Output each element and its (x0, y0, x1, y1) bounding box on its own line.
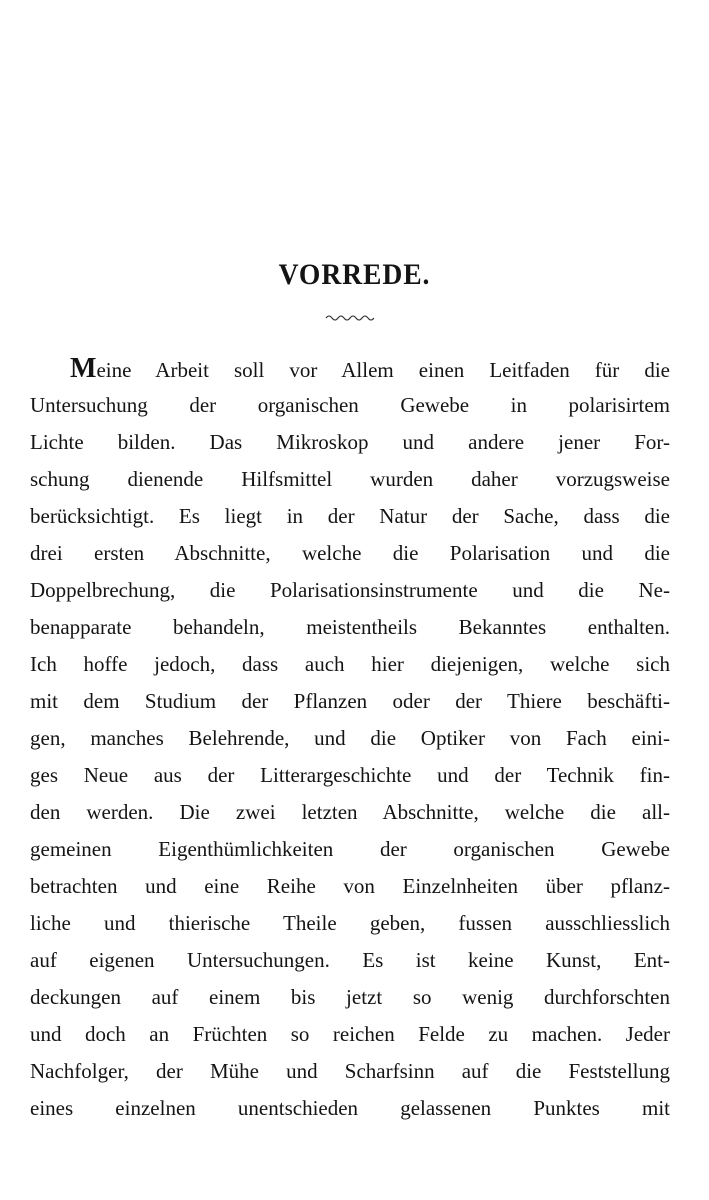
text-line: betrachten und eine Reihe von Einzelnheiten über pflanz- (30, 874, 670, 898)
text-line: mit dem Studium der Pflanzen oder der Thiere beschäfti- (30, 689, 670, 713)
drop-cap: M (70, 353, 97, 384)
text-line: Doppelbrechung, die Polarisationsinstrumente und die Ne- (30, 578, 670, 602)
text-line (30, 350, 670, 387)
text-line: benapparate behandeln, meistentheils Bekanntes enthalten. (30, 615, 670, 639)
text-line: liche und thierische Theile geben, fussen ausschliesslich (30, 911, 670, 935)
text-line: und doch an Früchten so reichen Felde zu machen. Jeder (30, 1022, 670, 1046)
text-line: ges Neue aus der Litterargeschichte und der Technik fin- (30, 763, 670, 787)
text-line: drei ersten Abschnitte, welche die Polarisation und die (30, 541, 670, 565)
ornamental-rule (320, 306, 380, 326)
text-line: den werden. Die zwei letzten Abschnitte, welche die all- (30, 800, 670, 824)
ornament-icon (320, 306, 380, 326)
text-line: Untersuchung der organischen Gewebe in polarisirtem (30, 393, 670, 417)
text-line: gemeinen Eigenthümlichkeiten der organischen Gewebe (30, 837, 670, 861)
text-line: eines einzelnen unentschieden gelassenen Punktes mit (30, 1096, 670, 1120)
text-line: Ich hoffe jedoch, dass auch hier diejenigen, welche sich (30, 652, 670, 676)
text-line: schung dienende Hilfsmittel wurden daher vorzugsweise (30, 467, 670, 491)
page-title: VORREDE. (278, 258, 431, 291)
text-line-content: eine Arbeit soll vor Allem einen Leitfaden für die (96, 358, 670, 382)
preface-paragraph (30, 350, 670, 1127)
text-line: Nachfolger, der Mühe und Scharfsinn auf die Feststellung (30, 1059, 670, 1083)
text-line: gen, manches Belehrende, und die Optiker von Fach eini- (30, 726, 670, 750)
text-line: berücksichtigt. Es liegt in der Natur der Sache, dass die (30, 504, 670, 528)
text-line: auf eigenen Untersuchungen. Es ist keine Kunst, Ent- (30, 948, 670, 972)
text-line: Lichte bilden. Das Mikroskop und andere jener For- (30, 430, 670, 454)
text-line: deckungen auf einem bis jetzt so wenig durchforschten (30, 985, 670, 1009)
